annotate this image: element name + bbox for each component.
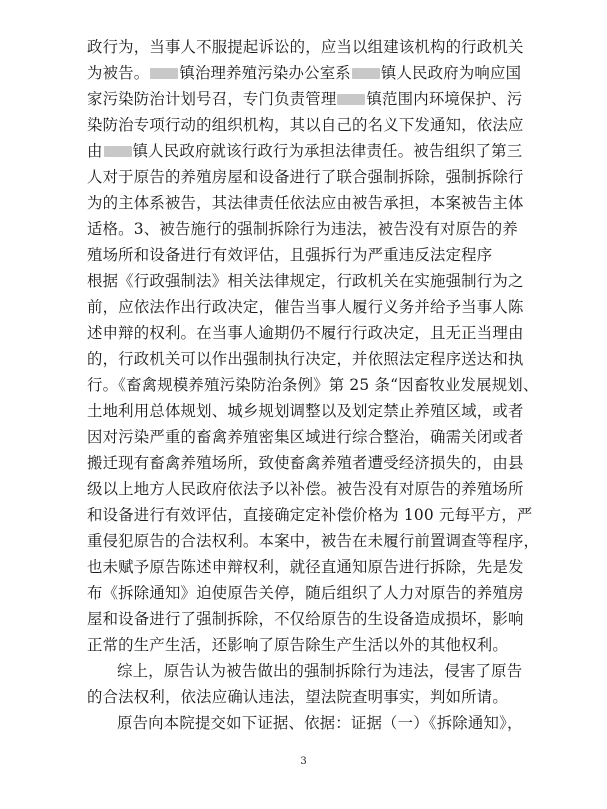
text-line: 殖场所和设备进行有效评估，且强拆行为严重违反法定程序 <box>87 246 493 264</box>
redacted-name <box>150 68 178 79</box>
text-line <box>87 60 527 86</box>
text-line: 的合法权利，依法应确认违法，望法院查明事实，判如所请。 <box>87 688 508 706</box>
text-segment: 镇范围内环境保护、污 <box>366 90 523 108</box>
text-line: 为的主体系被告，其法律责任依法应由被告承担，本案被告主体 <box>87 194 524 212</box>
text-segment: 家污染防治计划号召，专门负责管理 <box>87 90 337 108</box>
text-segment: 镇治理养殖污染办公室系 <box>179 64 351 82</box>
text-line <box>87 138 527 164</box>
text-line: 适格。3、被告施行的强制拆除行为违法，被告没有对原告的养 <box>87 220 518 238</box>
redacted-name <box>104 146 132 157</box>
text-line: 综上，原告认为被告做出的强制拆除行为违法，侵害了原告 <box>117 662 523 680</box>
text-segment: 为被告。 <box>87 64 150 82</box>
text-line: 的，行政机关可以作出强制执行决定，并依照法定程序送达和执 <box>87 350 524 368</box>
text-line: 屋和设备进行了强制拆除，不仅给原告的生设备造成损坏，影响 <box>87 610 524 628</box>
text-line: 人对于原告的养殖房屋和设备进行了联合强制拆除，强制拆除行 <box>87 168 524 186</box>
text-line: 级以上地方人民政府依法予以补偿。被告没有对原告的养殖场所 <box>87 480 524 498</box>
text-line: 和设备进行有效评估，直接确定定补偿价格为 100 元每平方，严 <box>87 506 533 524</box>
text-line: 染防治专项行动的组织机构，其以自己的名义下发通知，依法应 <box>87 116 524 134</box>
text-line: 土地利用总体规划、城乡规划调整以及划定禁止养殖区域，或者 <box>87 402 524 420</box>
text-line: 原告向本院提交如下证据、依据：证据（一）《拆除通知》， <box>117 714 523 732</box>
text-line: 述申辩的权利。在当事人逾期仍不履行行政决定，且无正当理由 <box>87 324 524 342</box>
text-line: 前，应依法作出行政决定，催告当事人履行义务并给予当事人陈 <box>87 298 524 316</box>
text-line: 因对污染严重的畜禽养殖密集区域进行综合整治，确需关闭或者 <box>87 428 524 446</box>
text-segment: 镇人民政府就该行政行为承担法律责任。被告组织了第三 <box>132 142 523 160</box>
redacted-name <box>337 94 365 105</box>
paragraph-body <box>87 34 540 736</box>
text-segment: 由 <box>87 142 103 160</box>
text-segment: 镇人民政府为响应国 <box>380 64 522 82</box>
text-line: 重侵犯原告的合法权利。本案中，被告在未履行前置调查等程序， <box>87 532 540 550</box>
text-line: 搬迁现有畜禽养殖场所，致使畜禽养殖者遭受经济损失的，由县 <box>87 454 524 472</box>
text-line <box>87 86 527 112</box>
text-line: 布《拆除通知》迫使原告关停，随后组织了人力对原告的养殖房 <box>87 584 524 602</box>
text-line: 行。《畜禽规模养殖污染防治条例》第 25 条“因畜牧业发展规划、 <box>87 376 539 394</box>
text-line: 政行为，当事人不服提起诉讼的，应当以组建该机构的行政机关 <box>87 38 524 56</box>
text-line: 根据《行政强制法》相关法律规定，行政机关在实施强制行为之 <box>87 272 524 290</box>
page-number: 3 <box>300 756 307 767</box>
redacted-name <box>352 68 380 79</box>
text-line: 正常的生产生活，还影响了原告除生产生活以外的其他权利。 <box>87 636 508 654</box>
text-line: 也未赋予原告陈述申辩权利，就径直通知原告进行拆除，先是发 <box>87 558 524 576</box>
